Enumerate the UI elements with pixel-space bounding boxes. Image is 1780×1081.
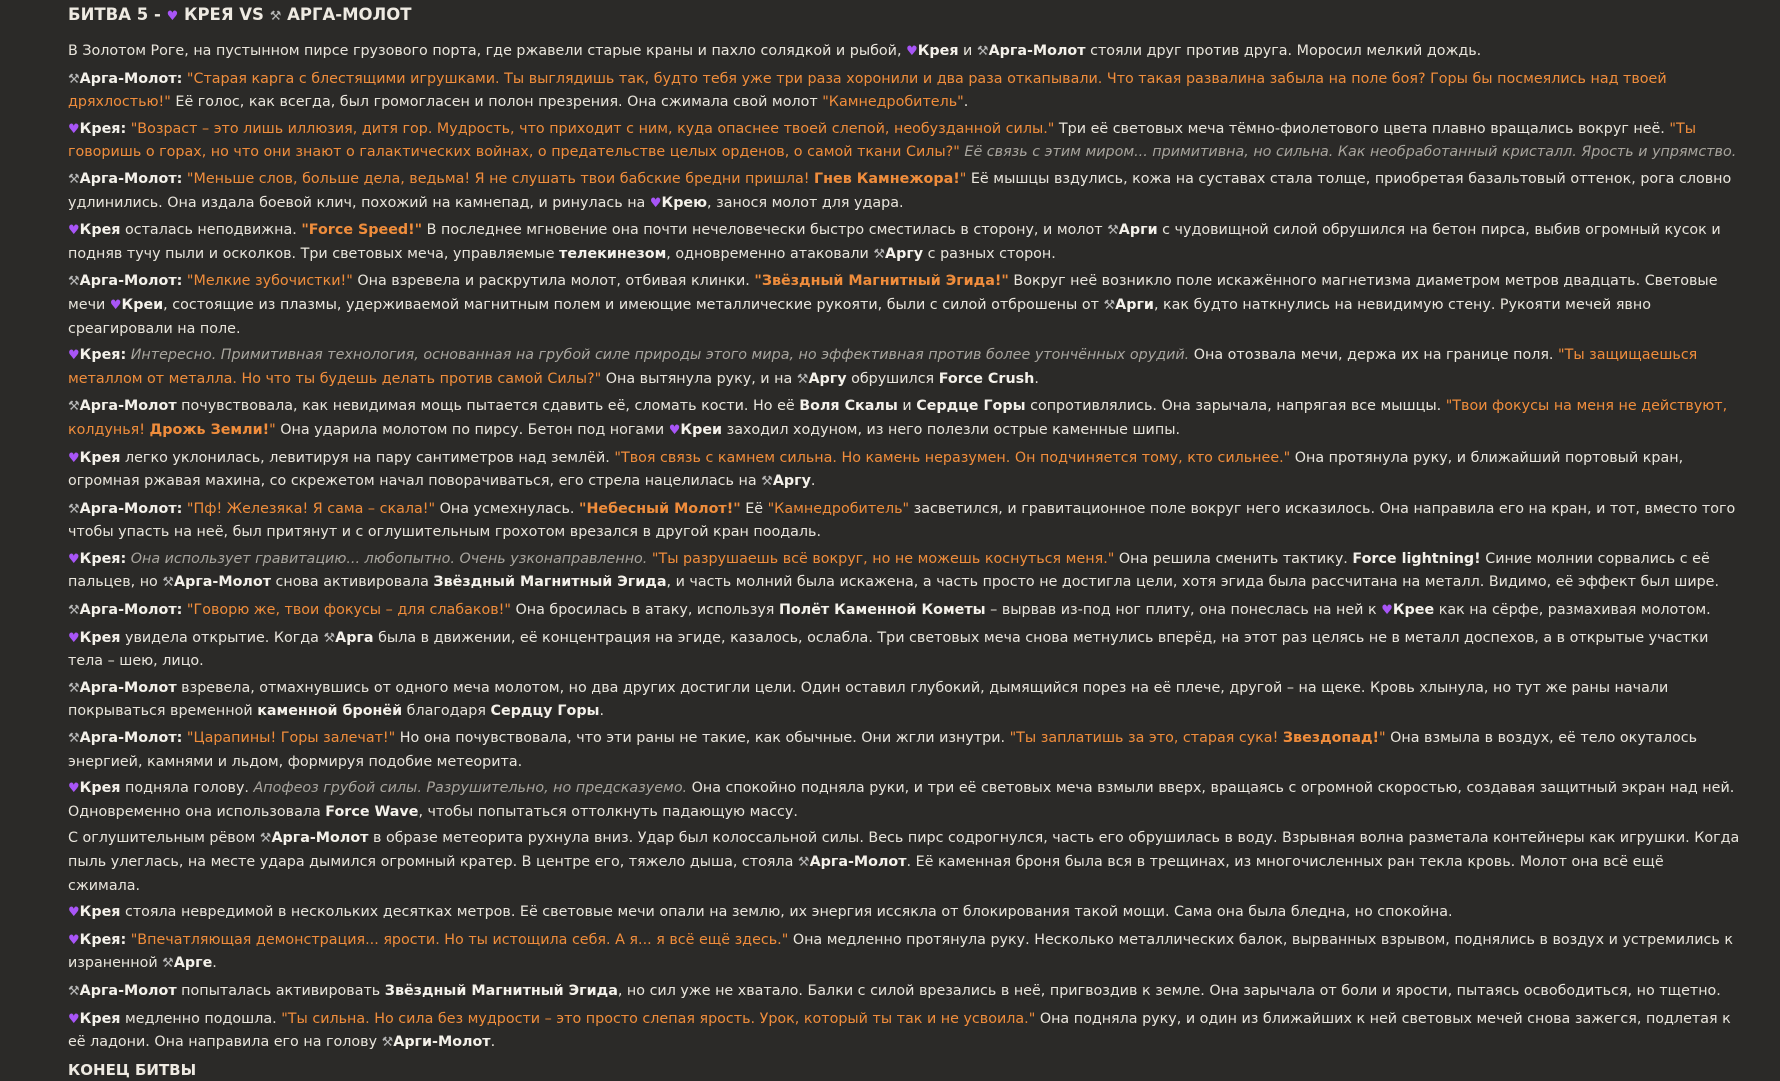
- narration-text: С оглушительным рёвом: [68, 830, 260, 847]
- bold-text: Force lightning!: [1352, 550, 1481, 567]
- narration-text: .: [490, 1034, 496, 1051]
- narration-text: .: [212, 955, 217, 972]
- quote-text: ": [959, 170, 967, 187]
- bold-text: Крея: [79, 629, 121, 646]
- narration-text: как на сёрфе, размахивая молотом.: [1434, 602, 1711, 619]
- paragraph: [68, 68, 1740, 114]
- narration-text: попыталась активировать: [176, 982, 385, 999]
- hammer-icon: ⚒: [68, 399, 80, 415]
- bold-text: Арга-Молот: [988, 43, 1086, 59]
- thought-text: Её связь с этим миром... примитивна, но сильна. Как необработанный кристалл. Ярость и упрямство.: [964, 144, 1737, 161]
- bold-text: Крея:: [79, 931, 127, 948]
- bold-text: Арги: [1115, 296, 1154, 313]
- hammer-icon: ⚒: [68, 983, 80, 999]
- narration-text: и: [958, 43, 977, 59]
- narration-text: Она взмыла в воздух, её тело окуталось энергией, камнями и льдом, формируя подобие метеорита.: [68, 730, 1698, 770]
- paragraph: [68, 118, 1740, 164]
- quote-text: ": [269, 421, 276, 438]
- paragraph: [68, 901, 1740, 925]
- narration-text: Она спокойно подняла руки, и три её световых меча взмыли вверх, вращаясь с огромной скоростью, создавая защитный экран над ней. Одновременно она использовала: [68, 780, 1735, 820]
- bold-text: Force Crush: [938, 370, 1035, 387]
- narration-text: сопротивлялись. Она зарычала, напрягая все мышцы.: [1025, 398, 1446, 415]
- narration-text: , и часть молний была искажена, а часть просто не достигла цели, хотя эгида была рассчитана на металл. Видимо, её эффект был шире.: [666, 574, 1720, 591]
- narration-text: Она ударила молотом по пирсу. Бетон под ногами: [275, 421, 669, 438]
- narration-text: Она взревела и раскрутила молот, отбивая клинки.: [352, 273, 755, 290]
- narration-text: почувствовала, как невидимая мощь пытается сдавить её, сломать кости. Но её: [176, 398, 800, 415]
- purple-heart-icon: ♥: [68, 905, 80, 921]
- quote-bold-text: "Небесный Молот!": [579, 500, 741, 517]
- purple-heart-icon: ♥: [68, 1011, 80, 1027]
- paragraph: [68, 929, 1740, 976]
- bold-text: Аргу: [885, 245, 924, 262]
- quote-bold-text: Дрожь Земли!: [149, 421, 270, 438]
- bold-text: Креи: [121, 296, 164, 313]
- narration-text: В последнее мгновение она почти нечеловечески быстро сместилась в сторону, и молот: [422, 222, 1108, 239]
- narration-text: в образе метеорита рухнула вниз. Удар был колоссальной силы. Весь пирс содрогнулся, часть его обрушилась в воду. Взрывная волна разметала контейнеры как игрушки. Когда пыль улеглась, на месте удара дымился огромный кратер. В центре его, тяжело дыша, стояла: [68, 830, 1740, 870]
- narration-text: осталась неподвижна.: [120, 222, 302, 239]
- narration-text: .: [599, 703, 605, 720]
- bold-text: Крея: [79, 904, 121, 921]
- narration-text: Она отозвала мечи, держа их на границе поля.: [1189, 347, 1559, 364]
- bold-text: каменной бронёй: [257, 703, 403, 720]
- paragraph: [68, 980, 1740, 1004]
- quote-bold-text: Звездопад!: [1282, 730, 1380, 747]
- purple-heart-icon: ♥: [68, 630, 80, 646]
- bold-text: Арга-Молот:: [79, 273, 183, 290]
- purple-heart-icon: ♥: [68, 551, 80, 567]
- hammer-icon: ⚒: [259, 831, 272, 847]
- narration-text: засветился, и гравитационное поле вокруг него исказилось. Она направила его на кран, и тот, вместо того чтобы упасть на неё, был притянут и с оглушительным грохотом врезался в другой кран поодаль.: [68, 500, 1736, 541]
- hammer-icon: ⚒: [68, 501, 80, 517]
- quote-bold-text: Гнев Камнежора!: [814, 170, 960, 187]
- paragraph: [68, 447, 1740, 494]
- hammer-icon: ⚒: [162, 575, 175, 591]
- purple-heart-icon: ♥: [649, 195, 662, 211]
- narration-text: медленно подошла.: [120, 1010, 282, 1027]
- quote-text: "Возраст – это лишь иллюзия, дитя гор. Мудрость, что приходит с ним, куда опаснее твоей слепой, необузданной силы.": [130, 120, 1055, 137]
- quote-text: "Ты заплатишь за это, старая сука!: [1009, 730, 1283, 747]
- paragraph: [68, 1008, 1740, 1055]
- bold-text: Арги: [1118, 222, 1158, 239]
- narration-text: Она усмехнулась.: [435, 500, 579, 517]
- bold-text: Крея: [79, 222, 121, 239]
- hammer-icon: ⚒: [381, 1035, 394, 1051]
- quote-text: "Твоя связь с камнем сильна. Но камень неразумен. Он подчиняется тому, кто сильнее.": [614, 449, 1291, 466]
- narration-text: снова активировала: [271, 574, 434, 591]
- narration-text: , состоящие из плазмы, удерживаемой магнитным полем и имеющие металлические рукояти, были с силой отброшены от: [163, 296, 1104, 313]
- narration-text: Её мышцы вздулись, кожа на суставах стала толще, приобретая базальтовый оттенок, рога словно удлинились. Она издала боевой клич, похожий на камнепад, и ринулась на: [68, 170, 1732, 211]
- hammer-icon: ⚒: [761, 474, 773, 490]
- purple-heart-icon: ♥: [109, 297, 122, 313]
- paragraph: [68, 344, 1740, 391]
- purple-heart-icon: ♥: [68, 450, 80, 466]
- title-vs: VS: [239, 5, 264, 24]
- bold-text: Арга-Молот:: [79, 500, 183, 517]
- quote-bold-text: "Звёздный Магнитный Эгида!": [754, 273, 1009, 290]
- paragraph: [68, 498, 1740, 544]
- title-right-fighter: АРГА-МОЛОТ: [287, 5, 412, 24]
- purple-heart-icon: ♥: [68, 781, 80, 797]
- narration-text: с чудовищной силой обрушился на бетон пирса, выбив огромный кусок и подняв тучу пыли и осколков. Три световых меча, управляемые: [68, 222, 1721, 262]
- bold-text: Крея: [79, 1010, 121, 1027]
- narration-text: Она вытянула руку, и на: [601, 370, 797, 387]
- quote-text: "Мелкие зубочистки!": [186, 273, 353, 290]
- narration-text: и: [897, 398, 917, 415]
- narration-text: подняла голову.: [120, 780, 254, 797]
- narration-text: Её: [740, 500, 768, 517]
- narration-text: Синие молнии сорвались с её пальцев, но: [68, 550, 1710, 591]
- bold-text: Аргу: [808, 370, 847, 387]
- narration-text: Но она почувствовала, что эти раны не такие, как обычные. Они жгли изнутри.: [395, 730, 1010, 747]
- title-left-fighter: КРЕЯ: [183, 5, 234, 24]
- hammer-icon: ⚒: [68, 274, 80, 290]
- narration-text: с разных сторон.: [923, 245, 1056, 262]
- paragraph: [68, 395, 1740, 442]
- paragraph: [68, 270, 1740, 340]
- narration-text: обрушился: [846, 370, 939, 387]
- bold-text: Крея:: [79, 550, 127, 567]
- narration-text: заходил ходуном, из него полезли острые каменные шипы.: [722, 421, 1181, 438]
- bold-text: Сердцу Горы: [490, 703, 600, 720]
- hammer-icon: ⚒: [68, 71, 80, 87]
- narration-text: Она протянула руку, и ближайший портовый кран, огромная ржавая махина, со скрежетом начал поворачиваться, его стрела нацелилась на: [68, 449, 1684, 490]
- paragraph: [68, 219, 1740, 266]
- paragraph: [68, 599, 1740, 623]
- quote-text: "Ты говоришь о горах, но что они знают о галактических войнах, о предательстве целых орденов, о самой ткани Силы?": [68, 120, 1697, 161]
- paragraph: [68, 777, 1740, 823]
- bold-text: Арга-Молот: [271, 830, 369, 847]
- paragraph: [68, 168, 1740, 215]
- bold-text: Арги-Молот: [393, 1034, 491, 1051]
- narration-text: .: [963, 94, 969, 111]
- narration-text: Она медленно протянула руку. Несколько металлических балок, вырванных взрывом, поднялись в воздух и устремились к израненной: [68, 931, 1733, 972]
- narration-text: , чтобы попытаться оттолкнуть падающую массу.: [418, 803, 798, 820]
- quote-text: "Впечатляющая демонстрация... ярости. Но ты истощила себя. А я... я всё ещё здесь.": [130, 931, 789, 948]
- narration-text: Она подняла руку, и один из ближайших к ней световых мечей снова зажегся, подлетая к её ладони. Она направила его на голову: [68, 1010, 1731, 1051]
- hammer-icon: ⚒: [796, 371, 809, 387]
- bold-text: Креи: [680, 421, 723, 438]
- quote-text: "Камнедробитель": [822, 94, 964, 111]
- quote-text: "Старая карга с блестящими игрушками. Ты выглядишь так, будто тебя уже три раза хоронили и два раза откапывали. Что такая развалина забыла на поле боя? Горы бы посмеялись над твоей дряхлостью!": [68, 70, 1667, 111]
- hammer-icon: ⚒: [323, 630, 336, 646]
- hammer-icon: ⚒: [162, 956, 174, 972]
- narration-text: , но сил уже не хватало. Балки с силой врезались в неё, пригвоздив к земле. Она зарычала от боли и ярости, пытаясь освободиться, но тщетно.: [617, 982, 1721, 999]
- narration-text: . Её каменная броня была вся в трещинах, из многочисленных ран текла кровь. Молот она всё ещё сжимала.: [68, 854, 1664, 894]
- bold-text: Арга-Молот:: [79, 70, 183, 87]
- hammer-icon: ⚒: [68, 680, 80, 696]
- purple-heart-icon: ♥: [668, 422, 681, 438]
- bold-text: Сердце Горы: [916, 398, 1026, 415]
- bold-text: Force Wave: [325, 803, 419, 820]
- narration-text: Три её световых меча тёмно-фиолетового цвета плавно вращались вокруг неё.: [1054, 120, 1670, 137]
- hammer-icon: ⚒: [68, 731, 80, 747]
- narration-text: стояла невредимой в нескольких десятках метров. Её световые мечи опали на землю, их энергия иссякла от блокирования такой мощи. Сама она была бледна, но спокойна.: [120, 904, 1453, 921]
- narration-text: благодаря: [402, 703, 491, 720]
- paragraph: [68, 548, 1740, 595]
- bold-text: Арга-Молот:: [79, 602, 183, 619]
- bold-text: Полёт Каменной Кометы: [778, 602, 986, 619]
- bold-text: Арга-Молот: [174, 574, 271, 591]
- narration-text: , как будто наткнулись на невидимую стену. Рукояти мечей явно среагировали на поле.: [68, 296, 1651, 337]
- bold-text: Крея: [79, 449, 121, 466]
- battle-title: [68, 4, 1740, 28]
- battle-text: [68, 40, 1740, 1055]
- thought-text: Апофеоз грубой силы. Разрушительно, но предсказуемо.: [253, 780, 688, 797]
- narration-text: увидела открытие. Когда: [120, 629, 324, 646]
- purple-heart-icon: ♥: [68, 223, 80, 239]
- narration-text: Она решила сменить тактику.: [1114, 550, 1353, 567]
- quote-text: "Царапины! Горы залечат!": [186, 730, 396, 747]
- quote-text: "Ты защищаешься металлом от металла. Но что ты будешь делать против самой Силы?": [68, 347, 1698, 387]
- purple-heart-icon: ♥: [68, 348, 80, 364]
- narration-text: легко уклонилась, левитируя на пару сантиметров над землёй.: [120, 449, 615, 466]
- narration-text: , занося молот для удара.: [707, 194, 904, 211]
- narration-text: Она бросилась в атаку, используя: [510, 602, 779, 619]
- narration-text: .: [810, 473, 816, 490]
- bold-text: Крею: [661, 194, 708, 211]
- hammer-icon: ⚒: [269, 9, 282, 24]
- narration-text: Вокруг неё возникло поле искажённого магнетизма диаметром метров двадцать. Световые мечи: [68, 273, 1718, 313]
- paragraph: [68, 627, 1740, 673]
- narration-text: была в движении, её концентрация на эгиде, казалось, ослабла. Три световых меча снова метнулись вперёд, на этот раз целясь не в металл доспехов, а в открытые участки тела – шею, лицо.: [68, 629, 1709, 670]
- quote-text: "Пф! Железяка! Я сама – скала!": [186, 500, 436, 517]
- bold-text: Арга: [335, 629, 374, 646]
- narration-text: В Золотом Роге, на пустынном пирсе грузового порта, где ржавели старые краны и пахло солядкой и рыбой,: [68, 43, 907, 59]
- purple-heart-icon: ♥: [906, 44, 918, 59]
- bold-text: Арге: [173, 955, 213, 972]
- quote-bold-text: "Force Speed!": [301, 222, 423, 239]
- purple-heart-icon: ♥: [1381, 603, 1393, 619]
- bold-text: Звёздный Магнитный Эгида: [384, 982, 618, 999]
- paragraph: [68, 827, 1740, 897]
- battle-end-label: КОНЕЦ БИТВЫ: [68, 1060, 197, 1079]
- hammer-icon: ⚒: [68, 171, 80, 187]
- bold-text: телекинезом: [559, 245, 667, 262]
- narration-text: .: [1034, 370, 1039, 387]
- paragraph: [68, 727, 1740, 773]
- quote-text: "Твои фокусы на меня не действуют, колдунья!: [68, 398, 1728, 438]
- bold-text: Звёздный Магнитный Эгида: [433, 574, 667, 591]
- bold-text: Крея:: [79, 120, 127, 137]
- paragraph: [68, 677, 1740, 723]
- quote-text: ": [1379, 730, 1386, 747]
- purple-heart-icon: ♥: [68, 121, 80, 137]
- bold-text: Крея: [79, 780, 121, 797]
- quote-text: "Меньше слов, больше дела, ведьма! Я не слушать твои бабские бредни пришла!: [186, 170, 815, 187]
- hammer-icon: ⚒: [797, 855, 810, 870]
- bold-text: Воля Скалы: [799, 398, 898, 415]
- bold-text: Арга-Молот:: [79, 730, 183, 747]
- bold-text: Арга-Молот: [79, 982, 177, 999]
- quote-text: "Говорю же, твои фокусы – для слабаков!": [186, 602, 511, 619]
- narration-text: стояли друг против друга. Моросил мелкий дождь.: [1085, 43, 1482, 59]
- narration-text: – вырвав из-под ног плиту, она понеслась на ней к: [985, 602, 1382, 619]
- bold-text: Арга-Молот: [79, 398, 177, 415]
- quote-text: "Ты разрушаешь всё вокруг, но не можешь коснуться меня.": [651, 550, 1115, 567]
- hammer-icon: ⚒: [976, 44, 989, 59]
- hammer-icon: ⚒: [1107, 223, 1119, 239]
- hammer-icon: ⚒: [873, 246, 886, 262]
- title-prefix: БИТВА 5 -: [68, 5, 161, 24]
- bold-text: Арга-Молот: [809, 854, 907, 870]
- hammer-icon: ⚒: [1103, 297, 1116, 313]
- bold-text: Крея:: [79, 347, 127, 364]
- purple-heart-icon: ♥: [166, 9, 179, 24]
- thought-text: Она использует гравитацию... любопытно. Очень узконаправленно.: [130, 550, 648, 567]
- bold-text: Аргу: [772, 473, 811, 490]
- paragraph: [68, 40, 1740, 64]
- bold-text: Арга-Молот: [79, 679, 177, 696]
- purple-heart-icon: ♥: [68, 932, 80, 948]
- thought-text: Интересно. Примитивная технология, основанная на грубой силе природы этого мира, но эффективная против более утончённых орудий.: [130, 347, 1190, 364]
- narration-text: Её голос, как всегда, был громогласен и полон презрения. Она сжимала свой молот: [170, 94, 823, 111]
- narration-text: , одновременно атаковали: [666, 245, 874, 262]
- quote-text: "Ты сильна. Но сила без мудрости – это просто слепая ярость. Урок, который ты так и не усвоила.": [281, 1010, 1036, 1027]
- quote-text: "Камнедробитель": [767, 500, 910, 517]
- narration-text: взревела, отмахнувшись от одного меча молотом, но два других достигли цели. Один оставил глубокий, дымящийся порез на её плече, другой – на щеке. Кровь хлынула, но тут же раны начали покрываться временной: [68, 679, 1669, 720]
- bold-text: Крее: [1392, 602, 1435, 619]
- bold-text: Крея: [917, 43, 959, 59]
- bold-text: Арга-Молот:: [79, 170, 183, 187]
- hammer-icon: ⚒: [68, 603, 80, 619]
